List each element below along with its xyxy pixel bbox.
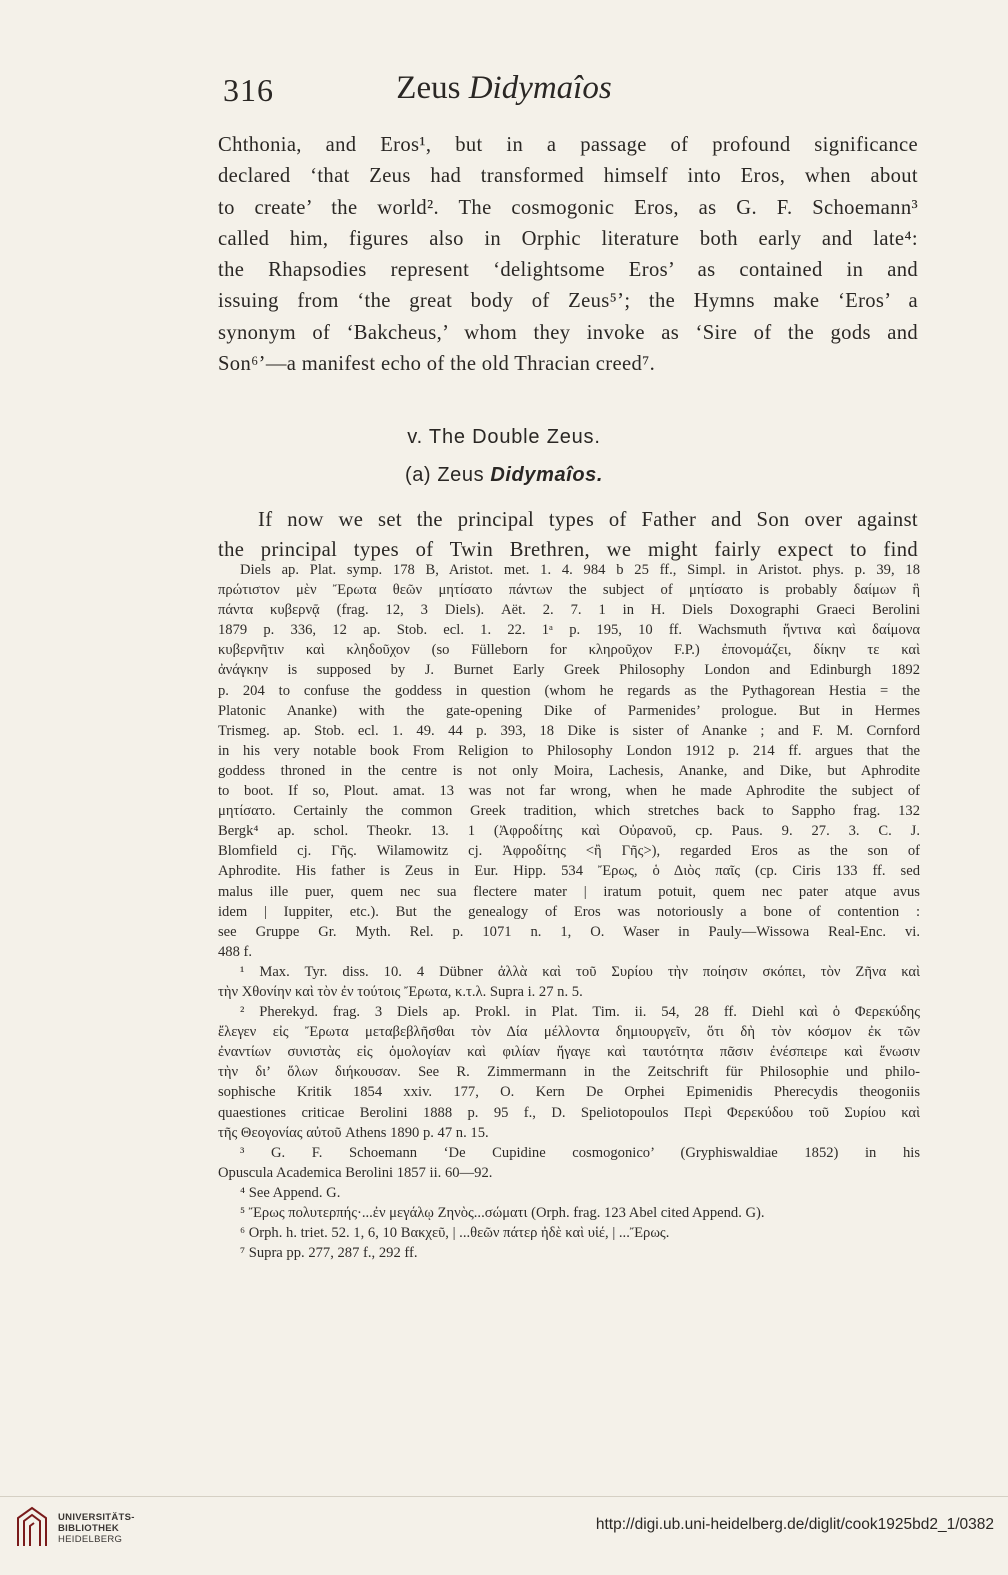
footnote-line: ἔλεγεν εἰς Ἔρωτα μεταβεβλῆσθαι τὸν Δία μέλλοντα δημιουργεῖν, ὅτι δὴ τὸν κόσμον ἐκ τῶν: [218, 1024, 920, 1041]
footnote-line: malus ille puer, quem nec sua flectere mater | iratum potuit, quem nec pater atque avus: [218, 883, 920, 900]
library-line: BIBLIOTHEK: [58, 1523, 120, 1534]
footnote-line: goddess throned in the centre is not only Moira, Lachesis, Ananke, and Dike, but Aphrodite: [218, 762, 920, 779]
footnote-line: ἀνάγκην is supposed by J. Burnet Early Greek Philosophy London and Edinburgh 1892: [218, 662, 920, 679]
subsection-heading: [0, 464, 1008, 487]
footnote-line: τὴν δι’ ὅλων διήκουσαν. See R. Zimmermann in the Zeitschrift für Philosophie und philo-: [218, 1064, 920, 1081]
intro-line: declared ‘that Zeus had transformed himself into Eros, when about: [218, 165, 918, 188]
intro-line: called him, figures also in Orphic literature both early and late⁴:: [218, 227, 918, 250]
library-line: HEIDELBERG: [58, 1534, 123, 1545]
library-line: UNIVERSITÄTS-: [58, 1512, 135, 1523]
library-name: [58, 1512, 135, 1545]
footnote-line: τῆς Θεογονίας αὐτοῦ Athens 1890 p. 47 n. 15.: [218, 1124, 489, 1141]
footnote-line: in his very notable book From Religion to Philosophy London 1912 p. 214 ff. argues that the: [218, 742, 920, 759]
footnote-line: Diels ap. Plat. symp. 178 B, Aristot. met. 1. 4. 984 b 25 ff., Simpl. in Aristot. phys. p. 39, 18: [240, 562, 920, 578]
footnote-line: μητίσατο. Certainly the common Greek tradition, which stretches back to Sappho frag. 132: [218, 803, 920, 820]
footnote-line: ἐναντίων συνιστὰς εἰς ὁμολογίαν καὶ φιλίαν ἤγαγε καὶ ταυτότητα πᾶσιν ἐνέσπειρε καὶ ἕνωσιν: [218, 1044, 920, 1061]
source-url[interactable]: http://digi.ub.uni-heidelberg.de/diglit/cook1925bd2_1/0382: [595, 1516, 994, 1533]
footnote-line: πάντα κυβερνᾷ (frag. 12, 3 Diels). Aët. 2. 7. 1 in H. Diels Doxographi Graeci Berolini: [218, 602, 920, 619]
footnote-line: sophische Kritik 1854 xxiv. 177, O. Kern De Orphei Epimenidis Pherecydis theogoniis: [218, 1084, 920, 1101]
footnote-line: see Gruppe Gr. Myth. Rel. p. 1071 n. 1, O. Waser in Pauly—Wissowa Real-Enc. vi.: [218, 923, 920, 940]
footnote-line: ⁵ Ἔρως πολυτερπής·...ἐν μεγάλῳ Ζηνὸς...σώματι (Orph. frag. 123 Abel cited Append. G).: [240, 1205, 765, 1221]
footnote-line: Bergk⁴ ap. schol. Theokr. 13. 1 (Ἀφροδίτης καὶ Οὐρανοῦ, cp. Paus. 9. 27. 3. C. J.: [218, 823, 920, 840]
intro-line: synonym of ‘Bakcheus,’ whom they invoke as ‘Sire of the gods and: [218, 321, 918, 344]
running-head-plain: Zeus: [396, 70, 469, 106]
intro-line: Chthonia, and Eros¹, but in a passage of profound significance: [218, 134, 918, 156]
footnote-line: ⁷ Supra pp. 277, 287 f., 292 ff.: [240, 1245, 418, 1262]
intro-line: to create’ the world². The cosmogonic Eros, as G. F. Schoemann³: [218, 196, 918, 219]
intro-line: issuing from ‘the great body of Zeus⁵’; the Hymns make ‘Eros’ a: [218, 290, 918, 313]
footer-divider: [0, 1496, 1008, 1497]
footnote-line: Blomfield cj. Γῆς. Wilamowitz cj. Ἀφροδίτης <ἢ Γῆς>), regarded Eros as the son of: [218, 843, 920, 860]
second-paragraph: [218, 505, 918, 565]
running-head-italic: Didymaîos: [468, 70, 612, 106]
para-line: the principal types of Twin Brethren, we might fairly expect to find: [218, 539, 918, 561]
para-line: If now we set the principal types of Father and Son over against: [258, 509, 918, 531]
footnote-line: 1879 p. 336, 12 ap. Stob. ecl. 1. 22. 1ᵃ p. 195, 10 ff. Wachsmuth ἥντινα καὶ δαίμονα: [218, 622, 920, 639]
footnote-line: Platonic Ananke) with the gate-opening Dike of Parmenides’ prologue. But in Hermes: [218, 702, 920, 719]
running-head: [0, 70, 1008, 107]
footnote-line: ¹ Max. Tyr. diss. 10. 4 Dübner ἀλλὰ καὶ τοῦ Συρίου τὴν ποίησιν σκόπει, τὸν Ζῆνα καὶ: [240, 963, 920, 980]
library-logo-icon: [14, 1504, 50, 1548]
footnote-line: ⁴ See Append. G.: [240, 1184, 341, 1201]
intro-line: the Rhapsodies represent ‘delightsome Eros’ as contained in and: [218, 259, 918, 282]
footnote-line: p. 204 to confuse the goddess in question (whom he regards as the Pythagorean Hestia = the: [218, 682, 920, 699]
footnote-line: idem | Iuppiter, etc.). But the genealogy of Eros was notoriously a bone of contention :: [218, 903, 920, 920]
footnote-line: κυβερνῆτιν καὶ κληδοῦχον (so Fülleborn for κληροῦχον F.P.) ἐπονομάζει, δίκην τε καὶ: [218, 642, 920, 659]
footnote-line: to boot. If so, Plout. amat. 13 was not far wrong, when he made Aphrodite the subject of: [218, 783, 920, 800]
subsection-prefix: (a) Zeus: [404, 464, 491, 486]
intro-line: Son⁶’—a manifest echo of the old Thracian creed⁷.: [218, 353, 656, 376]
subsection-bold: Didymaîos.: [490, 464, 604, 486]
footnote-line: ² Pherekyd. frag. 3 Diels ap. Prokl. in Plat. Tim. ii. 54, 28 ff. Diehl καὶ ὁ Φερεκύδης: [240, 1004, 920, 1021]
footnote-line: quaestiones criticae Berolini 1888 p. 95 f., D. Speliotopoulos Περὶ Φερεκύδου τοῦ Συρίου καὶ: [218, 1104, 920, 1121]
intro-paragraph: [218, 130, 918, 380]
section-heading: v. The Double Zeus.: [407, 426, 601, 448]
page-number: 316: [223, 72, 274, 108]
footnote-line: Aphrodite. His father is Zeus in Eur. Hipp. 534 Ἔρως, ὁ Διὸς παῖς (cp. Ciris 133 ff. sed: [218, 863, 920, 880]
footnote-line: Opuscula Academica Berolini 1857 ii. 60—92.: [218, 1164, 493, 1181]
footnote-line: ⁶ Orph. h. triet. 52. 1, 6, 10 Βακχεῦ, | ...θεῶν πάτερ ἠδὲ καὶ υἱέ, | ...Ἔρως.: [240, 1225, 670, 1242]
footnote-line: Trismeg. ap. Stob. ecl. 1. 49. 44 p. 393, 18 Dike is sister of Ananke ; and F. M. Cornford: [218, 722, 920, 739]
footnote-line: ³ G. F. Schoemann ‘De Cupidine cosmogonico’ (Gryphiswaldiae 1852) in his: [240, 1144, 920, 1161]
footnote-line: τὴν Χθονίην καὶ τὸν ἐν τούτοις Ἔρωτα, κ.τ.λ. Supra i. 27 n. 5.: [218, 983, 583, 1000]
footnote-line: πρώτιστον μὲν Ἔρωτα θεῶν μητίσατο πάντων the subject of μητίσατο is probably δαίμων ἣ: [218, 582, 920, 599]
footnotes: [218, 560, 920, 1263]
footnote-line: 488 f.: [218, 943, 253, 960]
